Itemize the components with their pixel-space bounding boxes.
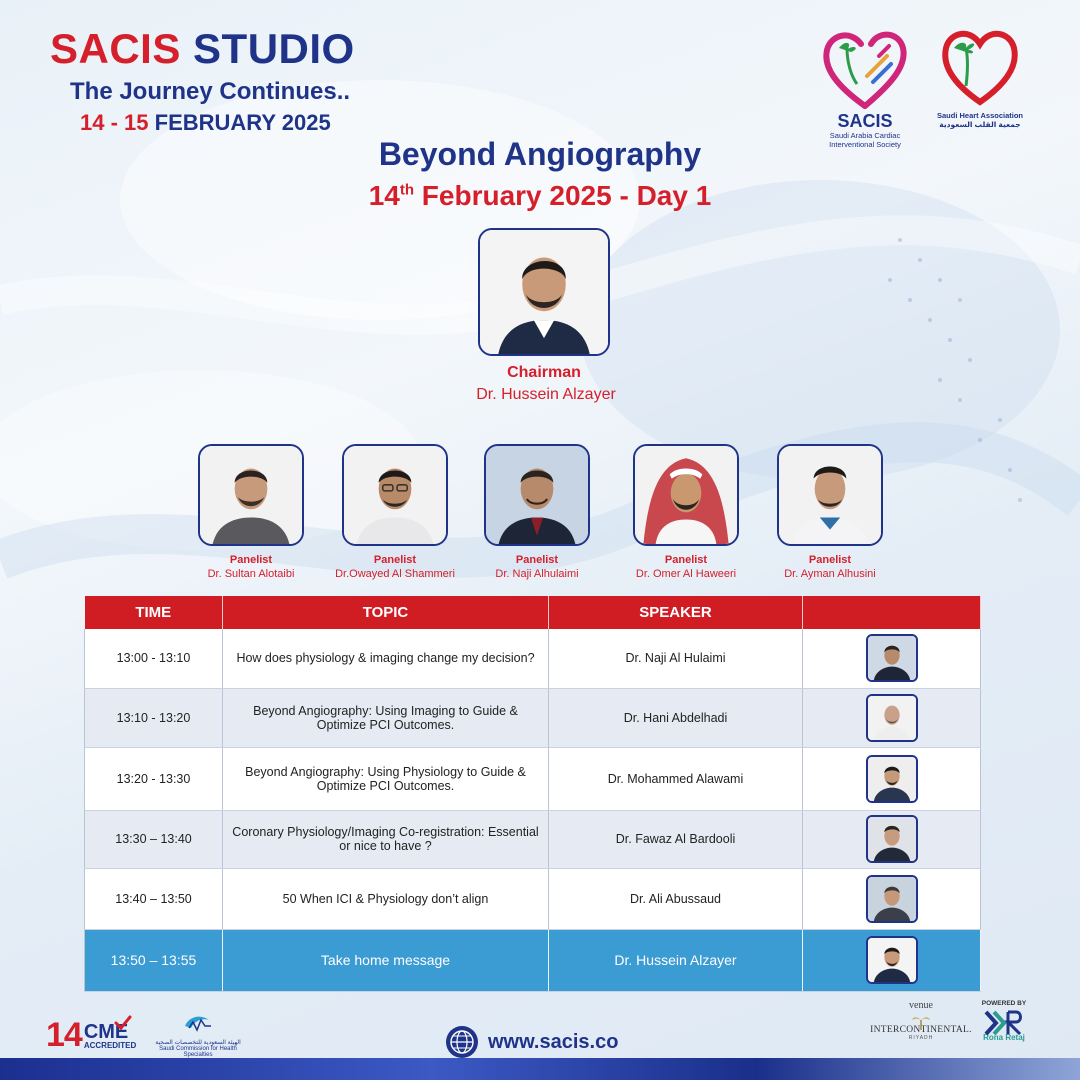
brand-title [50, 25, 355, 72]
panelist-card [467, 444, 607, 580]
speaker-thumbnail [866, 755, 918, 803]
row-photo-cell [803, 629, 981, 688]
heart-palm-logo-icon [938, 26, 1022, 106]
column-header-photo [803, 596, 981, 629]
table-row [85, 868, 981, 929]
person-portrait-icon [635, 446, 737, 544]
checkmark-icon [114, 1015, 132, 1031]
panelist-photo [484, 444, 590, 546]
panelist-photo [777, 444, 883, 546]
person-portrait-icon [868, 696, 916, 740]
venue-logo [866, 1000, 976, 1041]
panelist-role: Panelist [664, 554, 708, 566]
speaker-thumbnail [866, 815, 918, 863]
row-time: 13:00 - 13:10 [85, 629, 223, 688]
table-row [85, 747, 981, 810]
brand-studio: STUDIO [193, 25, 355, 72]
event-title: Beyond Angiography [378, 136, 702, 172]
venue-label: venue [909, 1000, 933, 1011]
person-portrait-icon [486, 446, 588, 544]
speaker-thumbnail [866, 875, 918, 923]
speaker-thumbnail [866, 936, 918, 984]
brand-sacis: SACIS [50, 25, 181, 72]
row-topic: 50 When ICI & Physiology don’t align [223, 868, 549, 929]
dates-start: 14 - 15 [80, 110, 149, 135]
scfhs-logo [148, 1012, 248, 1058]
website-block[interactable] [446, 1026, 618, 1058]
powered-label: POWERED BY [981, 1000, 1027, 1007]
chairman-role: Chairman [507, 364, 581, 381]
scfhs-name-ar: الهيئة السعودية للتخصصات الصحية [155, 1040, 241, 1046]
bottom-strip [0, 1058, 1080, 1080]
table-row [85, 810, 981, 868]
panelist-role: Panelist [229, 554, 273, 566]
cme-badge [46, 1016, 137, 1055]
panelist-role: Panelist [515, 554, 559, 566]
sacis-logo-name: SACIS [837, 111, 893, 131]
cme-label: CME [83, 1020, 129, 1043]
row-time: 13:50 – 13:55 [85, 929, 223, 991]
speaker-thumbnail [866, 634, 918, 682]
person-portrait-icon [868, 817, 916, 861]
row-time: 13:10 - 13:20 [85, 688, 223, 747]
powered-brand: Rona Retaj [983, 1033, 1025, 1042]
powered-by-logo [972, 1000, 1036, 1042]
person-portrait-icon [868, 877, 916, 921]
panelist-photo [633, 444, 739, 546]
row-time: 13:20 - 13:30 [85, 747, 223, 810]
row-speaker: Dr. Fawaz Al Bardooli [549, 810, 803, 868]
row-speaker: Dr. Naji Al Hulaimi [549, 629, 803, 688]
panelist-photo [198, 444, 304, 546]
chairman-photo [478, 228, 610, 356]
panelist-card [760, 444, 900, 580]
row-time: 13:40 – 13:50 [85, 868, 223, 929]
row-speaker: Dr. Hussein Alzayer [549, 929, 803, 991]
panelist-card [181, 444, 321, 580]
row-topic: Take home message [223, 929, 549, 991]
saudi-heart-association-logo [930, 26, 1030, 129]
event-date [0, 180, 1080, 212]
cme-accredited: ACCREDITED [83, 1040, 137, 1050]
row-time: 13:30 – 13:40 [85, 810, 223, 868]
row-topic: Beyond Angiography: Using Imaging to Guide & Optimize PCI Outcomes. [223, 688, 549, 747]
row-photo-cell [803, 747, 981, 810]
panelist-photo [342, 444, 448, 546]
person-portrait-icon [779, 446, 881, 544]
row-photo-cell [803, 688, 981, 747]
row-photo-cell [803, 868, 981, 929]
person-portrait-icon [868, 636, 916, 680]
panelist-name: Dr. Ayman Alhusini [784, 568, 876, 580]
venue-hotel: INTERCONTINENTAL. [870, 1025, 972, 1035]
cme-number: 14 [46, 1016, 82, 1054]
event-dates [80, 110, 355, 136]
event-date-day: 14 [368, 180, 400, 211]
venue-city: RIYADH [908, 1035, 934, 1041]
palm-icon [911, 1014, 931, 1030]
column-header-time: TIME [85, 596, 223, 629]
panelist-role: Panelist [808, 554, 852, 566]
event-date-sup: th [399, 181, 415, 199]
row-speaker: Dr. Ali Abussaud [549, 868, 803, 929]
sha-tag-ar: جمعية القلب السعودية [939, 120, 1021, 129]
sha-tag-en: Saudi Heart Association [937, 111, 1023, 120]
panelist-card [325, 444, 465, 580]
row-topic: How does physiology & imaging change my decision? [223, 629, 549, 688]
dates-rest: FEBRUARY 2025 [154, 110, 331, 135]
panelist-name: Dr. Sultan Alotaibi [207, 568, 295, 580]
person-portrait-icon [868, 757, 916, 801]
sacis-logo-tag: Saudi Arabia Cardiac Interventional Society [829, 131, 901, 149]
panelist-name: Dr.Owayed Al Shammeri [335, 568, 455, 580]
speaker-thumbnail [866, 694, 918, 742]
schedule-table [84, 596, 981, 992]
table-row [85, 629, 981, 688]
row-topic: Coronary Physiology/Imaging Co-registration: Essential or nice to have ? [223, 810, 549, 868]
person-portrait-icon [868, 938, 916, 982]
panelist-name: Dr. Naji Alhulaimi [495, 568, 579, 580]
table-row-highlight [85, 929, 981, 991]
table-row [85, 688, 981, 747]
heart-logo-icon [817, 26, 913, 110]
globe-icon [446, 1026, 478, 1058]
panelist-card [616, 444, 756, 580]
person-portrait-icon [344, 446, 446, 544]
person-portrait-icon [480, 230, 608, 354]
website-link[interactable]: www.sacis.co [488, 1030, 619, 1053]
table-header-row [85, 596, 981, 629]
event-date-rest: February 2025 - Day 1 [421, 180, 712, 211]
sacis-logo [810, 26, 920, 149]
scfhs-name-en: Saudi Commission for Health Specialties [159, 1046, 237, 1058]
scfhs-logo-icon [181, 1012, 215, 1034]
column-header-topic: TOPIC [223, 596, 549, 629]
rona-retaj-logo-icon [982, 1010, 1026, 1036]
panelist-role: Panelist [373, 554, 417, 566]
row-photo-cell [803, 810, 981, 868]
row-speaker: Dr. Hani Abdelhadi [549, 688, 803, 747]
column-header-speaker: SPEAKER [549, 596, 803, 629]
brand-block [50, 25, 355, 136]
panelist-name: Dr. Omer Al Haweeri [635, 568, 737, 580]
row-topic: Beyond Angiography: Using Physiology to Guide & Optimize PCI Outcomes. [223, 747, 549, 810]
row-speaker: Dr. Mohammed Alawami [549, 747, 803, 810]
chairman-name: Dr. Hussein Alzayer [476, 386, 616, 403]
person-portrait-icon [200, 446, 302, 544]
row-photo-cell [803, 929, 981, 991]
tagline: The Journey Continues.. [70, 78, 351, 105]
